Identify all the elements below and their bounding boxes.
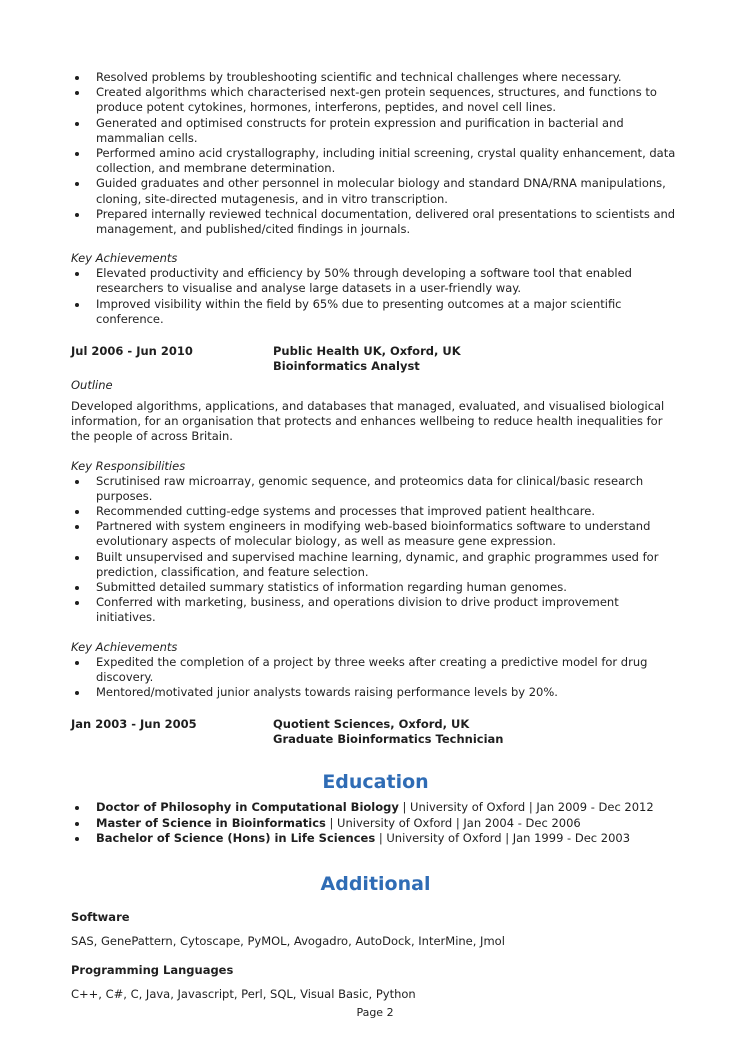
degree-name: Bachelor of Science (Hons) in Life Sciences [96, 830, 376, 845]
degree-detail: | University of Oxford | Jan 1999 - Dec 2003 [375, 830, 631, 845]
job-header-quotient [71, 717, 680, 747]
job-dates: Jul 2006 - Jun 2010 [71, 344, 193, 359]
degree-name: Master of Science in Bioinformatics [96, 815, 326, 830]
list-item: Submitted detailed summary statistics of information regarding human genomes. [71, 580, 680, 595]
education-heading: Education [322, 771, 429, 794]
education-list [71, 800, 680, 846]
job-dates: Jan 2003 - Jun 2005 [71, 717, 197, 732]
list-item [71, 831, 680, 846]
job2-achievements-label: Key Achievements [71, 639, 178, 654]
job-employer [273, 717, 503, 747]
degree-detail: | University of Oxford | Jan 2004 - Dec 2006 [325, 815, 581, 830]
resume-page-2 [71, 70, 680, 1002]
list-item: Expedited the completion of a project by three weeks after creating a predictive model for drug discovery. [71, 655, 680, 685]
intro-achievements-list [71, 266, 680, 327]
degree-name: Doctor of Philosophy in Computational Biology [96, 800, 399, 815]
languages-list: C++, C#, C, Java, Javascript, Perl, SQL, Visual Basic, Python [71, 986, 416, 1001]
intro-responsibilities-list [71, 70, 680, 237]
list-item [71, 800, 680, 815]
list-item: Built unsupervised and supervised machine learning, dynamic, and graphic programmes used for prediction, classification, and feature selection. [71, 550, 680, 580]
list-item: Improved visibility within the field by 65% due to presenting outcomes at a major scientific conference. [71, 297, 680, 327]
list-item: Prepared internally reviewed technical documentation, delivered oral presentations to scientists and management, and published/cited findings in journals. [71, 207, 680, 237]
list-item: Created algorithms which characterised next-gen protein sequences, structures, and functions to produce potent cytokines, hormones, interferons, peptides, and novel cell lines. [71, 85, 680, 115]
job-company: Public Health UK, Oxford, UK [273, 344, 461, 359]
list-item: Guided graduates and other personnel in molecular biology and standard DNA/RNA manipulations, cloning, site-directed mutagenesis, and in vitro transcription. [71, 176, 680, 206]
list-item: Recommended cutting-edge systems and processes that improved patient healthcare. [71, 504, 680, 519]
outline-label: Outline [71, 378, 113, 393]
additional-heading: Additional [320, 872, 431, 895]
list-item: Elevated productivity and efficiency by 50% through developing a software tool that enabled researchers to visualise and analyse large datasets in a user-friendly way. [71, 266, 680, 296]
job-role: Graduate Bioinformatics Technician [273, 732, 504, 747]
list-item: Mentored/motivated junior analysts towards raising performance levels by 20%. [71, 685, 680, 700]
intro-achievements-label: Key Achievements [71, 251, 178, 266]
job2-achievements-list [71, 655, 680, 701]
job-employer [273, 344, 461, 374]
list-item [71, 816, 680, 831]
job-role: Bioinformatics Analyst [273, 359, 420, 374]
languages-label: Programming Languages [71, 962, 234, 977]
list-item: Partnered with system engineers in modifying web-based bioinformatics software to understand evolutionary aspects of molecular biology, as well as measure gene expression. [71, 519, 680, 549]
list-item: Performed amino acid crystallography, including initial screening, crystal quality enhancement, data collection, and membrane determination. [71, 146, 680, 176]
software-list: SAS, GenePattern, Cytoscape, PyMOL, Avogadro, AutoDock, InterMine, Jmol [71, 933, 505, 948]
responsibilities-label: Key Responsibilities [71, 458, 186, 473]
list-item: Resolved problems by troubleshooting scientific and technical challenges where necessary. [71, 70, 680, 85]
page-number: Page 2 [356, 1006, 394, 1019]
list-item: Conferred with marketing, business, and operations division to drive product improvement initiatives. [71, 595, 680, 625]
software-label: Software [71, 909, 130, 924]
list-item: Generated and optimised constructs for protein expression and purification in bacterial and mammalian cells. [71, 116, 680, 146]
job2-responsibilities-list [71, 474, 680, 626]
job-header-public-health [71, 344, 680, 374]
outline-text: Developed algorithms, applications, and databases that managed, evaluated, and visualised biological information, for an organisation that protects and enhances wellbeing to reduce health inequalities for the people of across Britain. [71, 399, 665, 444]
list-item: Scrutinised raw microarray, genomic sequence, and proteomics data for clinical/basic research purposes. [71, 474, 680, 504]
degree-detail: | University of Oxford | Jan 2009 - Dec 2012 [398, 800, 654, 815]
job-company: Quotient Sciences, Oxford, UK [273, 717, 470, 732]
